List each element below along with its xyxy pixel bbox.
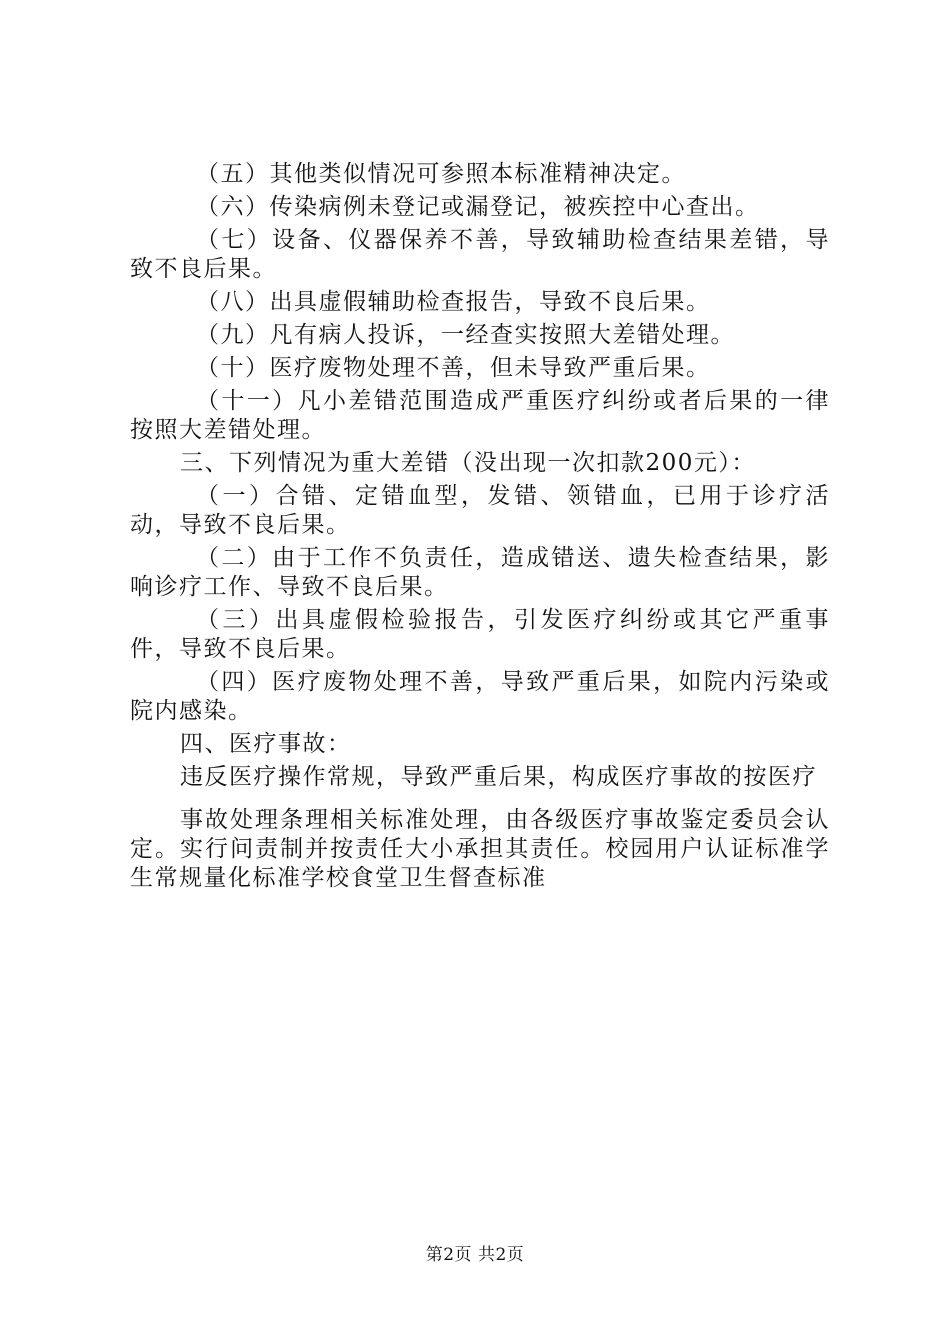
paragraph-item-9: （九）凡有病人投诉，一经查实按照大差错处理。 — [196, 322, 735, 348]
paragraph-closing: 事故处理条理相关标准处理，由各级医疗事故鉴定委员会认定。实行问责制并按责任大小承担其责任。校园用户认证标准学生常规量化标准学校食堂卫生督查标准 — [130, 807, 830, 891]
paragraph-item-5: （五）其他类似情况可参照本标准精神决定。 — [196, 161, 686, 187]
page-number-footer: 第2页 共2页 — [425, 1245, 525, 1265]
section-heading-4: 四、医疗事故： — [180, 731, 352, 757]
paragraph-section3-item-3: （三）出具虚假检验报告，引发医疗纠纷或其它严重事件，导致不良后果。 — [130, 607, 830, 662]
document-body — [130, 160, 830, 897]
paragraph-item-7: （七）设备、仪器保养不善，导致辅助检查结果差错，导致不良后果。 — [130, 227, 830, 282]
section-heading-3: 三、下列情况为重大差错（没出现一次扣款200元）： — [180, 450, 756, 476]
paragraph-item-11: （十一）凡小差错范围造成严重医疗纠纷或者后果的一律按照大差错处理。 — [130, 388, 830, 443]
paragraph-section3-item-2: （二）由于工作不负责任，造成错送、遗失检查结果，影响诊疗工作、导致不良后果。 — [130, 545, 830, 600]
paragraph-section3-item-1: （一）合错、定错血型，发错、领错血，已用于诊疗活动，导致不良后果。 — [130, 483, 830, 538]
paragraph-item-8: （八）出具虚假辅助检查报告，导致不良后果。 — [196, 289, 711, 315]
paragraph-section4-text: 违反医疗操作常规，导致严重后果，构成医疗事故的按医疗 — [180, 764, 817, 790]
paragraph-item-6: （六）传染病例未登记或漏登记，被疾控中心查出。 — [196, 194, 760, 220]
paragraph-section3-item-4: （四）医疗废物处理不善，导致严重后果，如院内污染或院内感染。 — [130, 669, 830, 724]
paragraph-item-10: （十）医疗废物处理不善，但未导致严重后果。 — [196, 355, 711, 381]
